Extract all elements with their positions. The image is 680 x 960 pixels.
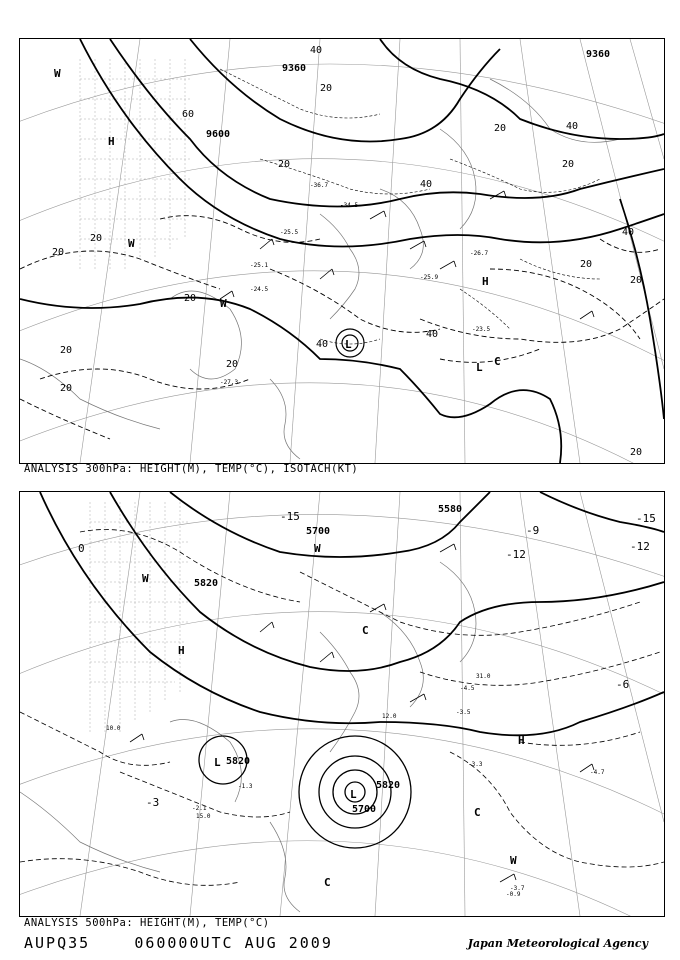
high-center-label: H: [518, 734, 525, 747]
isotach-label: 20: [630, 275, 643, 286]
cold-center-label: C: [474, 806, 481, 819]
isotherm-lines: [220, 69, 600, 344]
station-values: [106, 673, 605, 898]
low-circulation: [199, 736, 411, 848]
isotach-label: 40: [566, 121, 579, 132]
station-label: 12.0: [382, 713, 397, 720]
height-labels: [206, 49, 610, 140]
isotach-label: 20: [320, 83, 333, 94]
pressure-centers: [54, 67, 501, 374]
isotach-label: 20: [184, 293, 197, 304]
agency-name: Japan Meteorological Agency: [467, 937, 648, 950]
high-center-label: H: [482, 275, 489, 288]
height-label: 5700: [352, 804, 377, 815]
isotherm-label: 0: [78, 542, 85, 555]
station-label: -3.5: [456, 709, 471, 716]
temp-label: -36.7: [310, 182, 329, 189]
warm-center-label: W: [128, 237, 135, 250]
isotherm-label: -12: [630, 540, 650, 553]
station-label: -4.5: [460, 685, 475, 692]
chart-datetime: 060000UTC AUG 2009: [134, 934, 333, 952]
temp-label: -27.3: [220, 379, 239, 386]
isotach-label: 20: [494, 123, 507, 134]
isotherm-label: -15: [636, 512, 656, 525]
temp-label: -25.5: [280, 229, 299, 236]
temp-label: -25.9: [420, 274, 439, 281]
isotherm-label: -6: [616, 678, 630, 691]
isotach-label: 40: [622, 227, 635, 238]
isotach-label: 20: [60, 345, 73, 356]
height-label: 5580: [438, 504, 463, 515]
isotach-label: 20: [630, 447, 643, 458]
station-label: 31.0: [476, 673, 491, 680]
isotach-label: 20: [90, 233, 103, 244]
temp-label: -24.5: [250, 286, 269, 293]
station-label: -0.9: [506, 891, 521, 898]
station-label: -4.7: [590, 769, 605, 776]
warm-center-label: W: [314, 542, 321, 555]
low-center-label: L: [476, 361, 483, 374]
lower-chart-500hpa: [19, 491, 665, 917]
cold-center-label: C: [494, 355, 501, 368]
temp-label: -26.7: [470, 250, 489, 257]
isotach-label: 40: [420, 179, 433, 190]
isotherm-label: -9: [526, 524, 540, 537]
isotach-label: 40: [426, 329, 439, 340]
height-label: 5700: [306, 526, 331, 537]
temp-label: -23.5: [472, 326, 491, 333]
isotach-label: 20: [60, 383, 73, 394]
cold-center-label: C: [324, 876, 331, 889]
isotach-label: 20: [52, 247, 65, 258]
low-center-label: L: [214, 756, 221, 769]
station-label: -3.7: [510, 885, 525, 892]
station-label: -3.3: [468, 761, 483, 768]
warm-center-label: W: [220, 297, 227, 310]
isotach-label: 60: [182, 109, 195, 120]
isotherm-label: -12: [506, 548, 526, 561]
isotherm-label: -15: [280, 510, 300, 523]
isotherm-label: -3: [146, 796, 160, 809]
isotach-labels: [52, 45, 642, 458]
wind-barbs: [220, 191, 594, 319]
high-center-label: H: [178, 644, 185, 657]
warm-center-label: W: [142, 572, 149, 585]
high-center-label: H: [108, 135, 115, 148]
isotherm-labels: [78, 510, 656, 809]
temp-label: -34.5: [340, 202, 359, 209]
coastlines: [20, 562, 476, 912]
height-contours: [40, 492, 664, 735]
isotach-label: 40: [310, 45, 323, 56]
chart-code: AUPQ35: [24, 934, 91, 952]
isotach-lines: [20, 216, 664, 439]
chart-identifier: [24, 934, 333, 952]
warm-center-label: W: [510, 854, 517, 867]
upper-chart-map: [20, 39, 664, 463]
low-center-label: L: [345, 338, 352, 351]
height-label: 9600: [206, 129, 231, 140]
upper-chart-300hpa: [19, 38, 665, 464]
isotach-label: 20: [562, 159, 575, 170]
longitude-lines: [80, 39, 664, 463]
latitude-lines: [20, 514, 664, 916]
height-label: 5820: [226, 756, 251, 767]
wind-barbs: [130, 544, 594, 882]
height-contours: [20, 39, 664, 463]
cold-center-label: C: [362, 624, 369, 637]
lower-chart-map: [20, 492, 664, 916]
isotach-label: 20: [226, 359, 239, 370]
terrain-hatch: [90, 502, 190, 732]
isotach-label: 20: [580, 259, 593, 270]
isotach-label: 20: [278, 159, 291, 170]
isotach-label: 40: [316, 339, 329, 350]
lower-chart-caption: ANALYSIS 500hPa: HEIGHT(M), TEMP(°C): [24, 917, 270, 929]
height-label: 9360: [586, 49, 611, 60]
low-center-label: L: [350, 788, 357, 801]
station-label: -1.3: [238, 783, 253, 790]
temp-label: -25.1: [250, 262, 269, 269]
station-label: 15.0: [196, 813, 211, 820]
height-label: 5820: [194, 578, 219, 589]
station-label: -2.1: [192, 805, 207, 812]
height-label: 9360: [282, 63, 307, 74]
station-label: 10.0: [106, 725, 121, 732]
upper-chart-caption: ANALYSIS 300hPa: HEIGHT(M), TEMP(°C), ISOTACH(KT): [24, 463, 359, 475]
height-label: 5820: [376, 780, 401, 791]
isotherm-lines: [20, 530, 664, 886]
warm-center-label: W: [54, 67, 61, 80]
